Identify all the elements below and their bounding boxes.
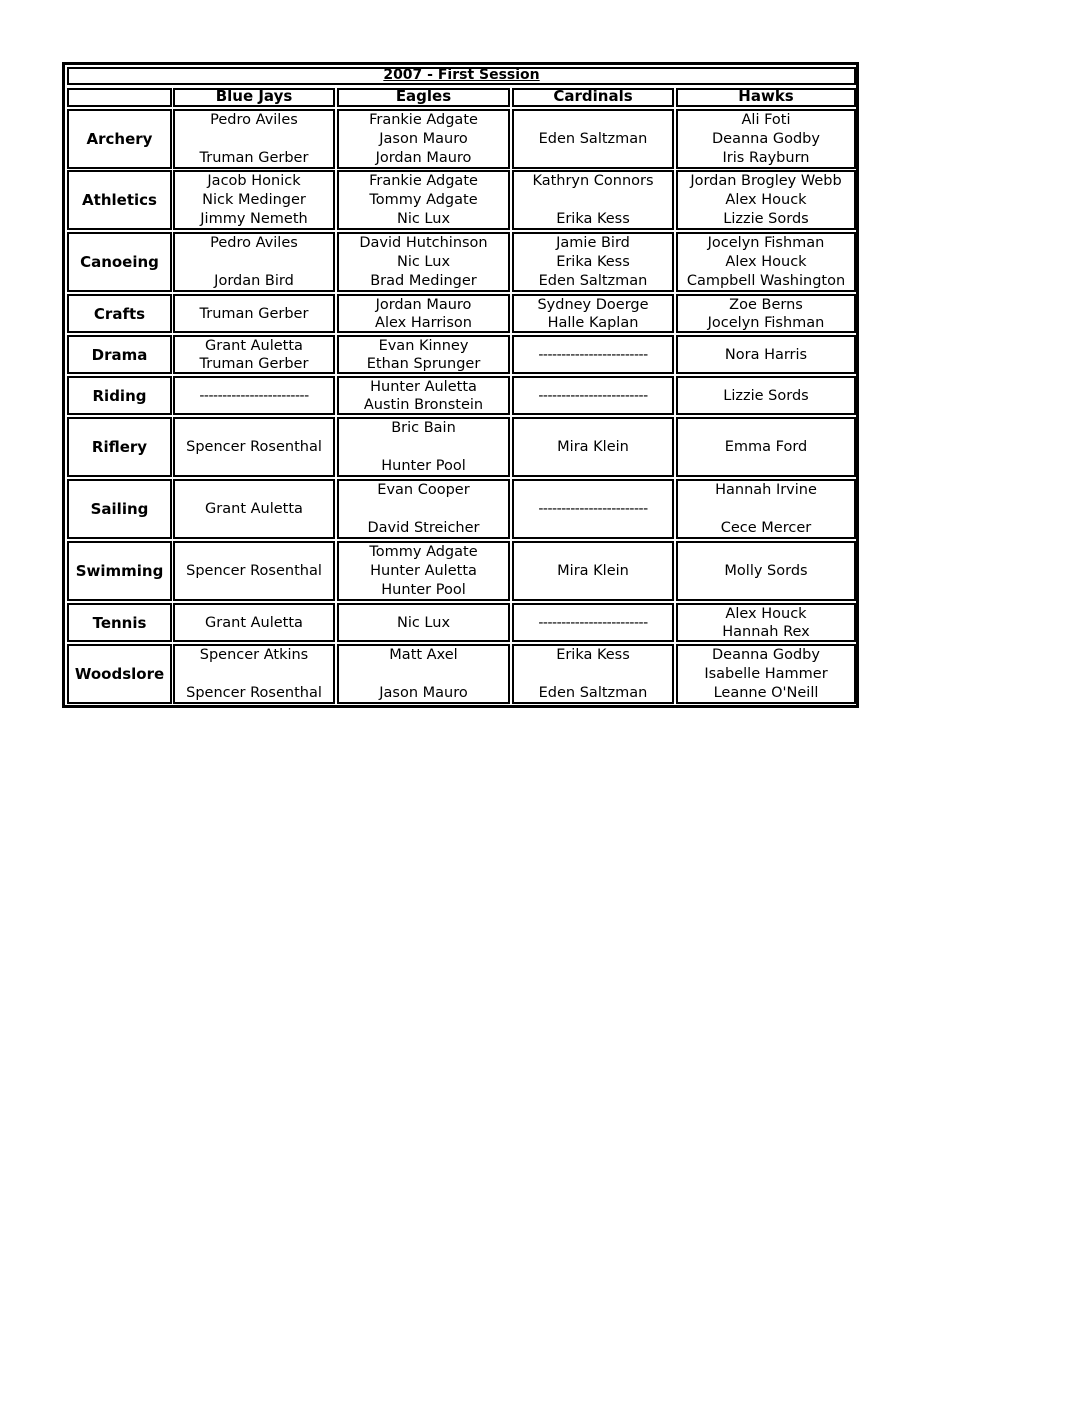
activity-cell-sailing (67, 479, 172, 539)
camper-name: Grant Auletta (205, 338, 303, 354)
activity-cell-riding (67, 376, 172, 415)
roster-cell-riflery-eagles (337, 417, 510, 477)
camper-name: Hunter Auletta (370, 379, 477, 395)
camper-name: Frankie Adgate (369, 173, 478, 189)
empty-placeholder: ------------------------ (538, 346, 648, 363)
camper-name: Emma Ford (724, 439, 808, 455)
schedule-table (62, 62, 859, 708)
camper-name: Eden Saltzman (538, 131, 648, 147)
camper-name: Spencer Rosenthal (186, 563, 322, 579)
camper-name: Nic Lux (396, 254, 451, 270)
camper-name: David Streicher (367, 520, 480, 536)
camper-name: Alex Houck (725, 192, 807, 208)
camper-name: Mira Klein (557, 563, 629, 579)
camper-name: Austin Bronstein (363, 397, 484, 413)
roster-cell-riflery-cardinals (512, 417, 674, 477)
roster-cell-sailing-blue-jays (173, 479, 335, 539)
camper-name: Jason Mauro (379, 685, 468, 701)
camper-name: Eden Saltzman (538, 685, 648, 701)
team-header-label: Cardinals (553, 88, 633, 105)
camper-name: Bric Bain (391, 420, 456, 436)
roster-cell-athletics-cardinals (512, 170, 674, 230)
roster-cell-canoeing-eagles (337, 232, 510, 292)
camper-name: Jason Mauro (379, 131, 468, 147)
camper-name: Jordan Mauro (375, 297, 472, 313)
roster-cell-canoeing-blue-jays (173, 232, 335, 292)
roster-cell-riding-cardinals (512, 376, 674, 415)
roster-cell-canoeing-hawks (676, 232, 856, 292)
roster-cell-archery-cardinals (512, 109, 674, 169)
team-header-label: Hawks (738, 88, 794, 105)
camper-name: Jordan Bird (214, 273, 294, 289)
camper-name: Jimmy Nemeth (200, 211, 308, 227)
roster-cell-riding-hawks (676, 376, 856, 415)
camper-name: Lizzie Sords (723, 211, 809, 227)
roster-cell-drama-blue-jays (173, 335, 335, 374)
camper-name: Erika Kess (556, 254, 630, 270)
camper-name: Matt Axel (389, 647, 458, 663)
camper-name: Tommy Adgate (369, 544, 478, 560)
camper-name: Nora Harris (724, 346, 808, 363)
header-blank-cell (67, 88, 172, 107)
camper-name: David Hutchinson (359, 235, 488, 251)
camper-name: Jordan Mauro (375, 150, 472, 166)
camper-name: Deanna Godby (712, 647, 820, 663)
camper-name: Hunter Pool (381, 458, 466, 474)
camper-name: Jocelyn Fishman (707, 315, 825, 331)
roster-cell-riding-blue-jays (173, 376, 335, 415)
activity-label: Crafts (93, 304, 146, 323)
camper-name: Tommy Adgate (369, 192, 478, 208)
roster-cell-riflery-blue-jays (173, 417, 335, 477)
camper-name: Cece Mercer (720, 520, 812, 536)
camper-name: Molly Sords (724, 563, 808, 579)
camper-name: Jacob Honick (207, 173, 301, 189)
camper-name: Jamie Bird (556, 235, 630, 251)
roster-cell-swimming-cardinals (512, 541, 674, 601)
camper-name: Truman Gerber (199, 356, 309, 372)
camper-name: Jocelyn Fishman (707, 235, 825, 251)
roster-cell-riflery-hawks (676, 417, 856, 477)
session-title: 2007 - First Session (383, 67, 540, 83)
activity-label: Riding (92, 386, 147, 405)
roster-cell-crafts-eagles (337, 294, 510, 333)
roster-cell-sailing-eagles (337, 479, 510, 539)
roster-cell-athletics-blue-jays (173, 170, 335, 230)
roster-cell-athletics-eagles (337, 170, 510, 230)
team-header-hawks (676, 88, 856, 107)
roster-cell-swimming-hawks (676, 541, 856, 601)
roster-cell-tennis-blue-jays (173, 603, 335, 642)
team-header-eagles (337, 88, 510, 107)
empty-placeholder: ------------------------ (538, 614, 648, 631)
activity-cell-riflery (67, 417, 172, 477)
activity-label: Tennis (92, 613, 147, 632)
camper-name: Spencer Rosenthal (186, 439, 322, 455)
camper-name: Ethan Sprunger (366, 356, 481, 372)
activity-cell-crafts (67, 294, 172, 333)
camper-name: Hunter Pool (381, 582, 466, 598)
roster-cell-tennis-eagles (337, 603, 510, 642)
camper-name: Zoe Berns (729, 297, 803, 313)
team-header-label: Eagles (395, 88, 452, 105)
camper-name: Kathryn Connors (532, 173, 654, 189)
camper-name: Erika Kess (556, 647, 630, 663)
camper-name: Iris Rayburn (722, 150, 810, 166)
activity-label: Athletics (82, 191, 157, 209)
camper-name: Evan Kinney (378, 338, 469, 354)
roster-cell-drama-hawks (676, 335, 856, 374)
camper-name: Alex Houck (725, 606, 807, 622)
camper-name: Brad Medinger (370, 273, 477, 289)
activity-label: Sailing (90, 500, 149, 518)
roster-cell-riding-eagles (337, 376, 510, 415)
roster-cell-crafts-blue-jays (173, 294, 335, 333)
camper-name: Alex Houck (725, 254, 807, 270)
roster-cell-drama-eagles (337, 335, 510, 374)
empty-placeholder: ------------------------ (199, 387, 309, 404)
roster-cell-woodslore-eagles (337, 644, 510, 704)
camper-name: Evan Cooper (377, 482, 470, 498)
empty-placeholder: ------------------------ (538, 387, 648, 404)
camper-name: Jordan Brogley Webb (690, 173, 842, 189)
activity-label: Canoeing (80, 253, 159, 271)
camper-name: Nick Medinger (202, 192, 306, 208)
camper-name: Grant Auletta (205, 614, 303, 631)
roster-cell-athletics-hawks (676, 170, 856, 230)
camper-name: Frankie Adgate (369, 112, 478, 128)
camper-name: Nic Lux (396, 614, 451, 631)
roster-cell-tennis-hawks (676, 603, 856, 642)
activity-cell-tennis (67, 603, 172, 642)
activity-cell-swimming (67, 541, 172, 601)
camper-name: Alex Harrison (375, 315, 472, 331)
empty-placeholder: ------------------------ (538, 501, 648, 517)
camper-name: Eden Saltzman (538, 273, 648, 289)
camper-name: Halle Kaplan (547, 315, 639, 331)
activity-label: Woodslore (74, 665, 165, 683)
camper-name: Isabelle Hammer (704, 666, 828, 682)
activity-cell-canoeing (67, 232, 172, 292)
activity-cell-athletics (67, 170, 172, 230)
roster-cell-tennis-cardinals (512, 603, 674, 642)
camper-name: Nic Lux (396, 211, 451, 227)
roster-cell-woodslore-hawks (676, 644, 856, 704)
camper-name: Hunter Auletta (370, 563, 477, 579)
roster-cell-swimming-eagles (337, 541, 510, 601)
roster-cell-woodslore-cardinals (512, 644, 674, 704)
team-header-blue-jays (173, 88, 335, 107)
roster-cell-crafts-hawks (676, 294, 856, 333)
camper-name: Hannah Irvine (715, 482, 817, 498)
roster-cell-drama-cardinals (512, 335, 674, 374)
activity-cell-drama (67, 335, 172, 374)
roster-cell-canoeing-cardinals (512, 232, 674, 292)
roster-cell-swimming-blue-jays (173, 541, 335, 601)
camper-name: Deanna Godby (712, 131, 820, 147)
activity-label: Archery (86, 130, 153, 148)
activity-label: Swimming (75, 562, 164, 580)
camper-name: Hannah Rex (722, 624, 810, 640)
camper-name: Sydney Doerge (537, 297, 649, 313)
camper-name: Lizzie Sords (723, 387, 809, 404)
activity-cell-archery (67, 109, 172, 169)
activity-cell-woodslore (67, 644, 172, 704)
roster-cell-sailing-hawks (676, 479, 856, 539)
camper-name: Pedro Aviles (210, 112, 298, 128)
camper-name: Truman Gerber (199, 150, 309, 166)
roster-cell-woodslore-blue-jays (173, 644, 335, 704)
camper-name: Erika Kess (556, 211, 630, 227)
camper-name: Spencer Atkins (199, 647, 309, 663)
team-header-cardinals (512, 88, 674, 107)
roster-cell-archery-eagles (337, 109, 510, 169)
camper-name: Campbell Washington (686, 273, 846, 289)
camper-name: Truman Gerber (199, 305, 309, 322)
camper-name: Grant Auletta (205, 501, 303, 517)
camper-name: Ali Foti (741, 112, 791, 128)
camper-name: Pedro Aviles (210, 235, 298, 251)
roster-cell-archery-blue-jays (173, 109, 335, 169)
camper-name: Leanne O'Neill (713, 685, 819, 701)
table-title (67, 67, 856, 85)
camper-name: Spencer Rosenthal (186, 685, 322, 701)
roster-cell-sailing-cardinals (512, 479, 674, 539)
activity-label: Drama (91, 345, 148, 364)
camper-name: Mira Klein (557, 439, 629, 455)
roster-cell-archery-hawks (676, 109, 856, 169)
roster-cell-crafts-cardinals (512, 294, 674, 333)
team-header-label: Blue Jays (215, 88, 293, 105)
activity-label: Riflery (91, 438, 148, 456)
